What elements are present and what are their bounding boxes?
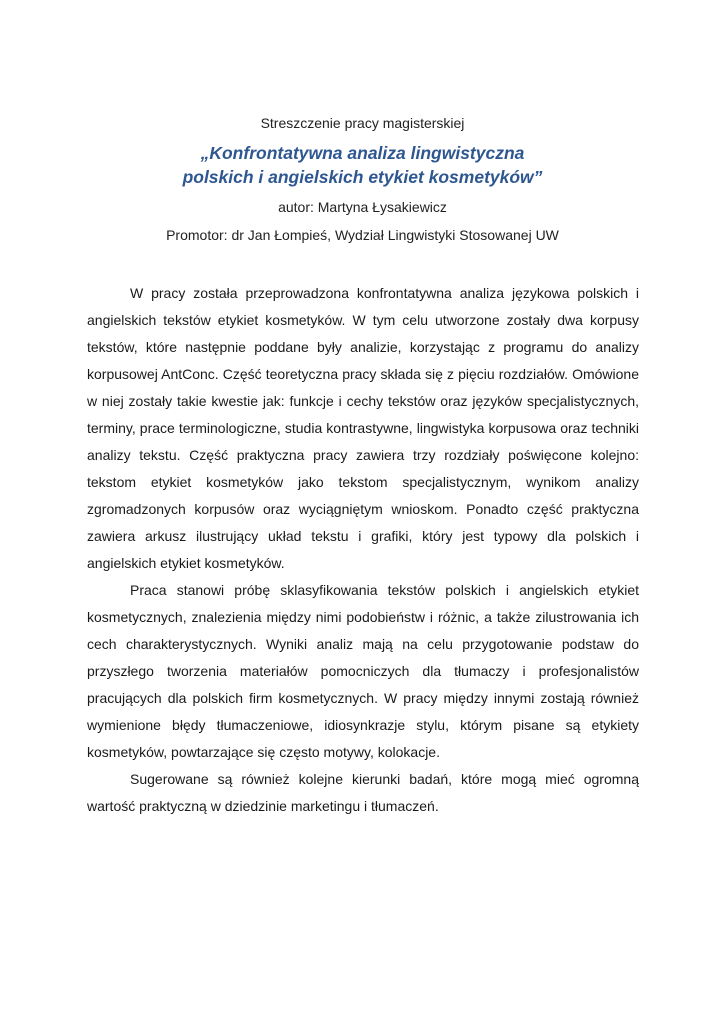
- document-subtitle: Streszczenie pracy magisterskiej: [260, 115, 465, 131]
- document-header: [0, 113, 725, 245]
- document-title-line-1: „Konfrontatywna analiza lingwistyczna: [200, 143, 525, 163]
- body-paragraph-1: W pracy została przeprowadzona konfrontatywna analiza językowa polskich i angielskich tekstów etykiet kosmetyków. W tym celu utworzone zostały dwa korpusy tekstów, które następnie poddane były analizie, korzystając z programu do analizy korpusowej AntConc. Część teoretyczna pracy składa się z pięciu rozdziałów. Omówione w niej zostały takie kwestie jak: funkcje i cechy tekstów oraz języków specjalistycznych, terminy, prace terminologiczne, studia kontrastywne, lingwistyka korpusowa oraz techniki analizy tekstu. Część praktyczna pracy zawiera trzy rozdziały poświęcone kolejno: tekstom etykiet kosmetyków jako tekstom specjalistycznym, wynikom analizy zgromadzonych korpusów oraz wyciągniętym wnioskom. Ponadto część praktyczna zawiera arkusz ilustrujący układ tekstu i grafiki, który jest typowy dla polskich i angielskich etykiet kosmetyków.: [87, 285, 639, 571]
- body-paragraph-2: Praca stanowi próbę sklasyfikowania tekstów polskich i angielskich etykiet kosmetycznych, znalezienia między nimi podobieństw i różnic, a także zilustrowania ich cech charakterystycznych. Wyniki analiz mają na celu przygotowanie podstaw do przyszłego tworzenia materiałów pomocniczych dla tłumaczy i profesjonalistów pracujących dla polskich firm kosmetycznych. W pracy między innymi zostają również wymienione błędy tłumaczeniowe, idiosynkrazje stylu, którym pisane są etykiety kosmetyków, powtarzające się często motywy, kolokacje.: [87, 582, 639, 760]
- document-title-line-2: polskich i angielskich etykiet kosmetyków”: [182, 167, 543, 187]
- document-promotor: Promotor: dr Jan Łompieś, Wydział Lingwistyki Stosowanej UW: [166, 227, 559, 243]
- document-title: [0, 141, 725, 189]
- body-paragraph-3: Sugerowane są również kolejne kierunki badań, które mogą mieć ogromną wartość praktyczną w dziedzinie marketingu i tłumaczeń.: [87, 771, 639, 814]
- document-body: [87, 280, 639, 820]
- document-author: autor: Martyna Łysakiewicz: [278, 199, 447, 215]
